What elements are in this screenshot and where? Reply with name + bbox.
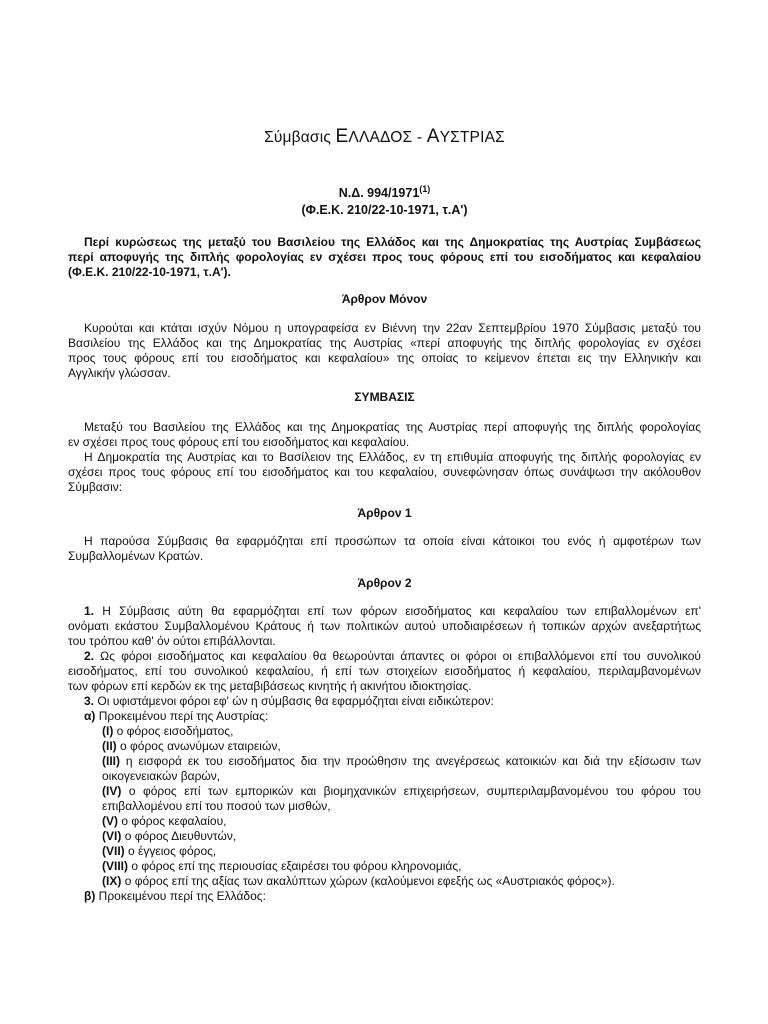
list-item: (VIII) ο φόρος επί της περιουσίας εξαιρέσει του φόρου κληρονομιάς, [102,859,462,873]
preamble-line: (Φ.Ε.Κ. 210/22-10-1971, τ.Α'). [68,265,231,279]
arthron-2-body [68,604,701,904]
list-item: (III) η εισφορά εκ του εισοδήματος δια την προώθησιν της ανεγέρσεως κατοικιών και διά την εξίσωσιν των [102,754,701,768]
body-line: Η Δημοκρατία της Αυστρίας και το Βασίλειον της Ελλάδος, εν τη επιθυμία αποφυγής της διπλής φορολογίας εν [84,450,701,464]
sublist-label-b: β) Προκειμένου περί της Ελλάδος: [84,889,266,903]
body-line: Κυρούται και κτάται ισχύν Νόμου η υπογραφείσα εν Βιέννη την 22αν Σεπτεμβρίου 1970 Σύμβασις μεταξύ του [84,321,701,335]
list-item: (VII) ο έγγειος φόρος, [102,844,217,858]
list-item: (V) ο φόρος κεφαλαίου, [102,814,227,828]
list-item-continuation: επιβαλλομένου επί του ποσού των μισθών, [102,799,331,813]
list-item: (VI) ο φόρος Διευθυντών, [102,829,237,843]
preamble-line: περί αποφυγής της διπλής φορολογίας εν σχέσει προς τους φόρους επί του εισοδήματος και κεφαλαίου [68,250,701,264]
list-item: (IX) ο φόρος επί της αξίας των ακαλύπτων χώρων (καλούμενοι εφεξής ως «Αυστριακός φόρος»). [102,874,615,888]
title-austria-initial: Α [426,126,440,147]
body-line: ονόματι εκάστου Συμβαλλομένου Κράτους ή των πολιτικών αυτού υποδιαιρέσεων ή τοπικών αρχών ανεξαρτήτως [68,619,701,633]
body-line: σχέσει προς τους φόρους επί του εισοδήματος και του κεφαλαίου, συνεφώνησαν όπως συνάψωσι την ακόλουθον [68,465,701,479]
sublist-label-a: α) Προκειμένου περί της Αυστρίας: [84,709,269,723]
body-line: των φόρων επί κερδών εκ της μεταβιβάσεως κινητής ή ακινήτου ιδιοκτησίας. [68,679,472,693]
heading-symvasis: ΣΥΜΒΑΣΙΣ [354,390,415,404]
list-item: (I) ο φόρος εισοδήματος, [102,724,234,738]
list-item: (IV) ο φόρος επί των εμπορικών και βιομηχανικών επιχειρήσεων, συμπεριλαμβανομένου του φόρου του [102,784,701,798]
title-separator: - [412,129,427,146]
preamble [68,235,701,280]
body-line: Σύμβασιν: [68,480,123,494]
body-line: Βασιλείου της Ελλάδος και της Δημοκρατίας της Αυστρίας «περί αποφυγής της διπλής φορολογίας εν σχέσει [68,336,701,350]
paragraph-number: 1. [84,604,95,618]
body-line: εν σχέσει προς τους φόρους επί του εισοδήματος και κεφαλαίου. [68,435,410,449]
body-line: Μεταξύ του Βασιλείου της Ελλάδος και της Δημοκρατίας της Αυστρίας περί αποφυγής της διπλής φορολογίας [84,420,701,434]
heading-arthron-monon: Άρθρον Μόνον [341,292,428,306]
document-title [68,126,701,148]
arthron-1-body [68,534,701,564]
body-line: προς τους φόρους επί του εισοδήματος και κεφαλαίου» της οποίας το κείμενον έπεται εις την Ελληνικήν και [68,351,701,365]
heading-arthron-1: Άρθρον 1 [357,506,412,520]
footnote-marker: (1) [419,184,431,194]
heading-arthron-2: Άρθρον 2 [357,576,412,590]
body-line: Αγγλικήν γλώσσαν. [68,366,171,380]
title-prefix: Σύμβασις [264,129,336,146]
body-line: του τρόπου καθ' όν ούτοι επιβάλλονται. [68,634,276,648]
list-item: (II) ο φόρος ανωνύμων εταιρειών, [102,739,281,753]
body-line: 1. Η Σύμβασις αύτη θα εφαρμόζηται επί των φόρων εισοδήματος και κεφαλαίου των επιβαλλομένων επ' [84,604,701,618]
body-line: 2. Ως φόροι εισοδήματος και κεφαλαίου θα θεωρούνται άπαντες οι φόροι οι επιβαλλόμενοι επί του συνολικού [84,649,701,663]
paragraph-number: 2. [84,649,95,663]
body-line: 3. Οι υφιστάμενοι φόροι εφ' ών η σύμβασις θα εφαρμόζηται είναι ειδικώτερον: [84,694,494,708]
paragraph-number: 3. [84,694,95,708]
title-austria-rest: ΥΣΤΡΙΑΣ [439,129,505,146]
title-greece-rest: ΛΛΑΔΟΣ [348,129,413,146]
decree-header [68,181,701,219]
title-greece-initial: Ε [335,126,349,147]
preamble-line: Περί κυρώσεως της μεταξύ του Βασιλείου της Ελλάδος και της Δημοκρατίας της Αυστρίας Συμβάσεως [84,235,701,249]
list-item-continuation: οικογενειακών βαρών, [102,769,221,783]
arthron-monon-body [68,321,701,381]
symvasis-body [68,420,701,495]
decree-gazette: (Φ.Ε.Κ. 210/22-10-1971, τ.Α') [301,203,468,217]
body-line: Συμβαλλομένων Κρατών. [68,549,204,563]
decree-number: Ν.Δ. 994/1971 [338,186,420,200]
body-line: εισοδήματος, επί του συνολικού κεφαλαίου, ή επί των στοιχείων εισοδήματος ή κεφαλαίου, περιλαμβανομένων [68,664,701,678]
body-line: Η παρούσα Σύμβασις θα εφαρμόζηται επί προσώπων τα οποία είναι κάτοικοι του ενός ή αμφοτέρων των [84,534,701,548]
